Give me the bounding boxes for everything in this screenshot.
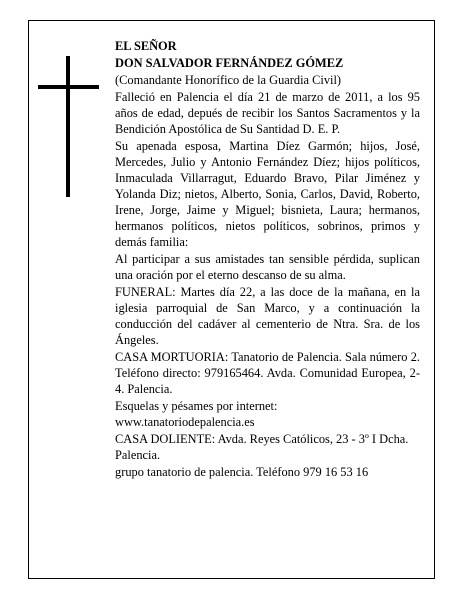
funeral-paragraph: FUNERAL: Martes día 22, a las doce de la mañana, en la iglesia parroquial de San Marco, y a continuación la conducción del cadáver al cementerio de Ntra. Sra. de los Ángeles. (115, 285, 420, 347)
request-paragraph: Al participar a sus amistades tan sensible pérdida, suplican una oración por el eterno descanso de su alma. (115, 252, 420, 282)
deceased-name: DON SALVADOR FERNÁNDEZ GÓMEZ (115, 56, 344, 70)
mortuary-paragraph: CASA MORTUORIA: Tanatorio de Palencia. Sala número 2. Teléfono directo: 979165464. Avda. Comunidad Europea, 2-4. Palencia. (115, 350, 420, 396)
death-paragraph: Falleció en Palencia el día 21 de marzo de 2011, a los 95 años de edad, depués de recibir los Santos Sacramentos y la Bendición Apostólica de Su Santidad D. E. P. (115, 90, 420, 136)
title-line-1: EL SEÑOR (115, 39, 177, 53)
deceased-rank: (Comandante Honorífico de la Guardia Civil) (115, 73, 342, 87)
cross-vertical-bar (66, 56, 70, 197)
family-paragraph: Su apenada esposa, Martina Díez Garmón; hijos, José, Mercedes, Julio y Antonio Fernández Díez; hijos políticos, Inmaculada Villarragut, Eduardo Bravo, Pilar Jiménez y Yolanda Diz; nietos, Alberto, Sonia, Carlos, David, Roberto, Irene, Jorge, Jaime y Miguel; bisnieta, Laura; hermanos, hermanos políticos, nietos políticos, sobrinos, primos y demás familia: (115, 139, 420, 249)
mourning-house-paragraph: CASA DOLIENTE: Avda. Reyes Católicos, 23 - 3º I Dcha. Palencia. (115, 432, 409, 462)
cross-horizontal-bar (38, 85, 99, 89)
condolences-paragraph: Esquelas y pésames por internet: www.tanatoriodepalencia.es (115, 399, 278, 429)
obituary-text (115, 38, 420, 481)
footer-line: grupo tanatorio de palencia. Teléfono 979 16 53 16 (115, 465, 369, 479)
